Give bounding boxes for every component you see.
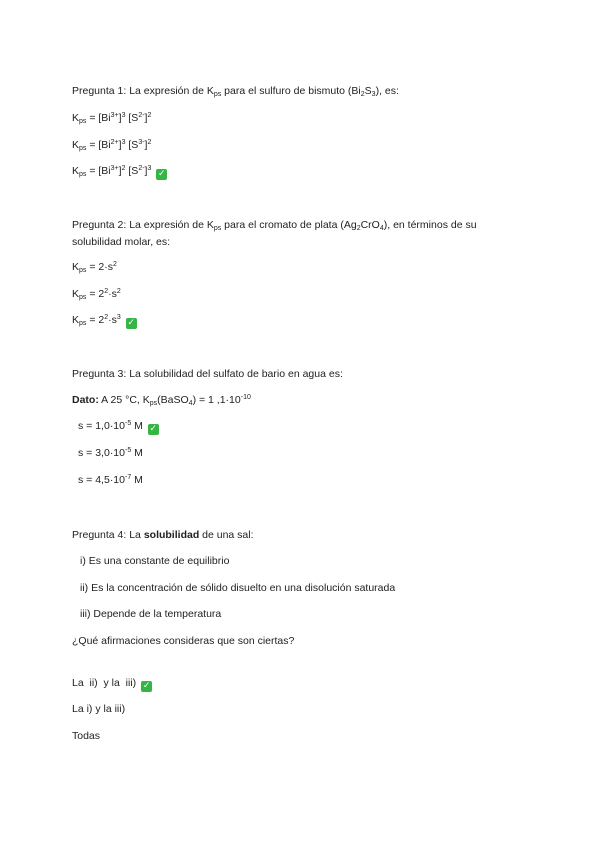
question-3-option: $s = 4,5\cdot 10^{-7}$ M — [78, 474, 143, 486]
question-2-title: Pregunta 2: La expresión de $K_{ps}$ para el cromato de plata $(Ag_2CrO_4)$, en términos de su — [72, 219, 477, 232]
check-mark-icon: ✓ — [158, 169, 166, 179]
question-1-title: Pregunta 1: La expresión de $K_{ps}$ para el sulfuro de bismuto $(Bi_2S_3)$, es: — [72, 85, 399, 98]
question-1-option: $K_{ps} = [Bi^{3+}]^2$ $[S^{2-}]^3$ ✓ — [72, 165, 166, 179]
question-1-option: $K_{ps} = [Bi^{2+}]^3$ $[S^{3-}]^2$ — [72, 139, 152, 152]
question-2-title-line-2: solubilidad molar, es: — [72, 236, 171, 248]
question-4-title: Pregunta 4: La solubilidad de una sal: — [72, 529, 254, 541]
question-1-option: $K_{ps} = [Bi^{3+}]^3$ $[S^{2-}]^2$ — [72, 112, 152, 125]
question-3-option: $s = 1,0\cdot 10^{-5}$ M ✓ — [78, 420, 158, 434]
question-4-option: La i) y la iii) — [72, 703, 126, 715]
question-2-option: $K_{ps} = 2^2\cdot s^2$ — [72, 288, 121, 301]
question-2-option: $K_{ps} = 2^2\cdot s^3$ ✓ — [72, 314, 135, 328]
question-4-option: La ii) y la iii) ✓ — [72, 677, 151, 691]
question-3-data: Dato: A 25 °C, $K_{ps}(BaSO_4) = 1$ $,1\cdot 10^{-10}$ — [72, 394, 251, 407]
question-4-option: Todas — [72, 730, 101, 742]
check-mark-icon: ✓ — [142, 681, 151, 691]
statement-3: iii) Depende de la temperatura — [80, 608, 222, 620]
check-mark-icon: ✓ — [127, 318, 135, 328]
question-2-option: $K_{ps} = 2\cdot s^2$ — [72, 261, 117, 274]
question-3-title: Pregunta 3: La solubilidad del sulfato de bario en agua es: — [72, 368, 343, 380]
question-3-option: $s = 3,0\cdot 10^{-5}$ M — [78, 447, 143, 459]
statement-2: ii) Es la concentración de sólido disuelto en una disolución saturada — [80, 582, 396, 594]
question-4-prompt: ¿Qué afirmaciones consideras que son ciertas? — [72, 635, 295, 647]
check-mark-icon: ✓ — [149, 424, 158, 434]
statement-1: i) Es una constante de equilibrio — [80, 555, 230, 567]
